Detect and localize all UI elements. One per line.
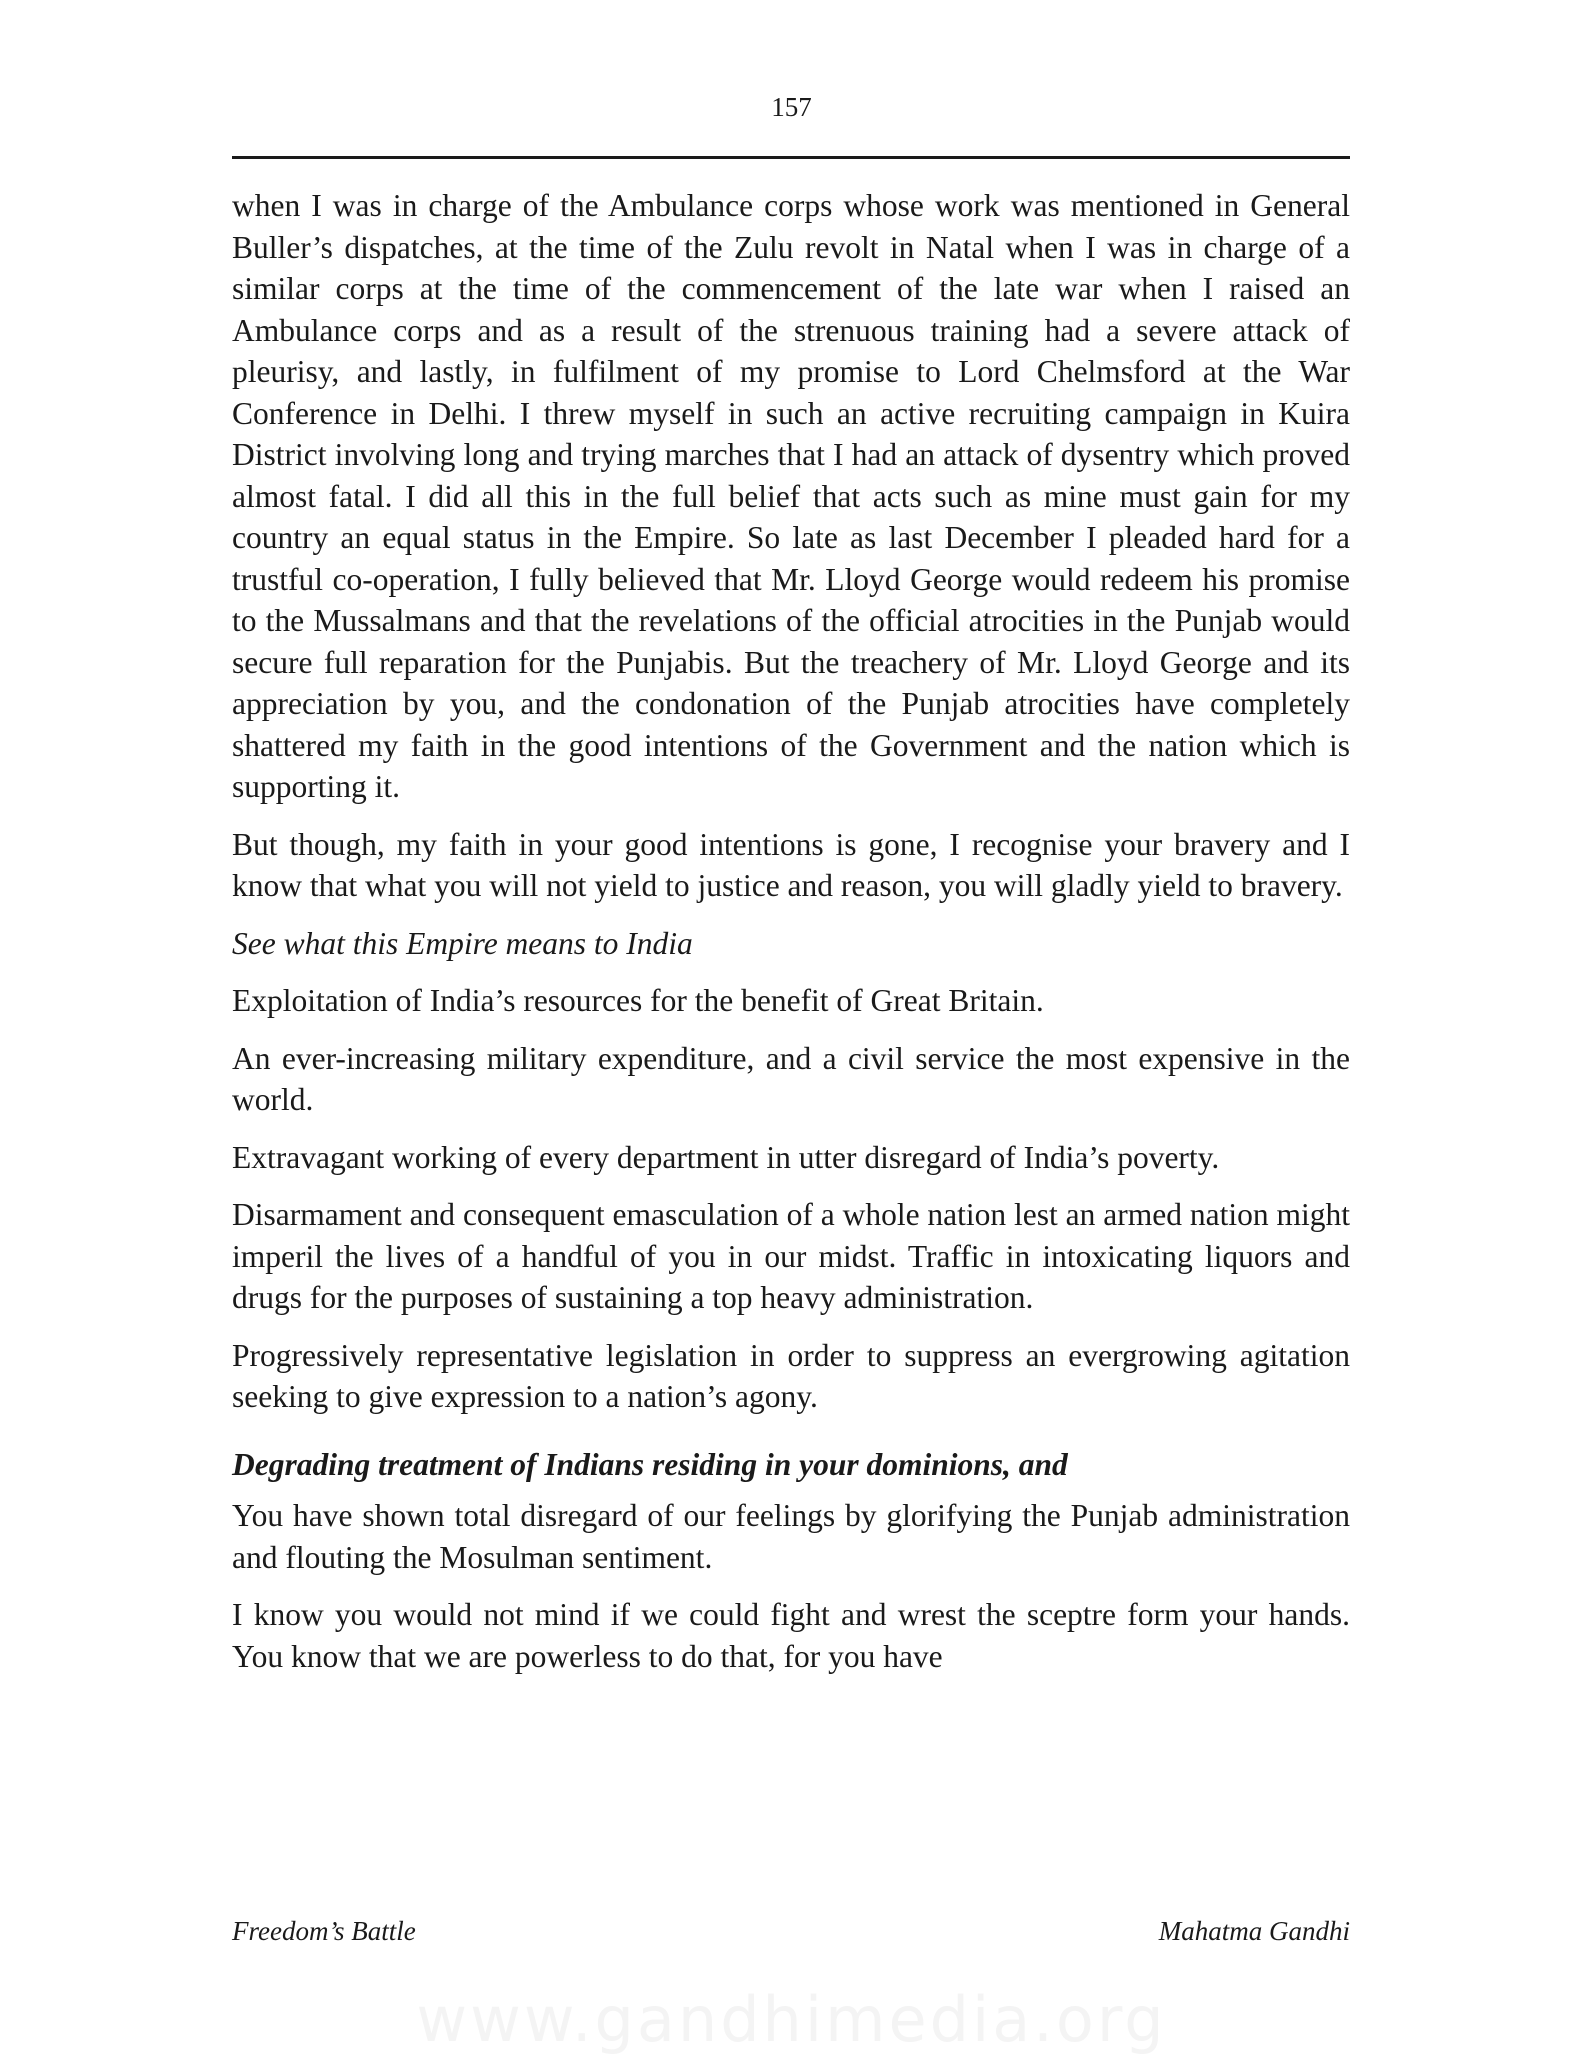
paragraph-disarmament: Disarmament and consequent emasculation of a whole nation lest an armed nation might imperil the lives of a handful of you in our midst. Traffic in intoxicating liquors and drugs for the purposes of sustaining a top heavy administration.	[232, 1197, 1350, 1315]
page-footer	[232, 1916, 1350, 1947]
watermark: www.gandhimedia.org	[416, 1983, 1167, 2056]
footer-author: Mahatma Gandhi	[1158, 1916, 1350, 1946]
header-rule	[232, 156, 1350, 159]
paragraph-sceptre: I know you would not mind if we could fight and wrest the sceptre form your hands. You know that we are powerless to do that, for you have	[232, 1597, 1350, 1674]
page-number: 157	[771, 92, 812, 122]
paragraph-exploitation: Exploitation of India’s resources for the benefit of Great Britain.	[232, 983, 1044, 1018]
paragraph-extravagant-working: Extravagant working of every department in utter disregard of India’s poverty.	[232, 1139, 1220, 1175]
paragraph-disregard-feelings: You have shown total disregard of our feelings by glorifying the Punjab administration and flouting the Mosulman sentiment.	[232, 1498, 1350, 1575]
page-body	[232, 185, 1350, 1693]
paragraph-faith-gone: But though, my faith in your good intentions is gone, I recognise your bravery and I know that what you will not yield to justice and reason, you will gladly yield to bravery.	[232, 826, 1350, 903]
subheading-degrading-treatment: Degrading treatment of Indians residing in your dominions, and	[232, 1446, 1068, 1482]
paragraph-war-service: when I was in charge of the Ambulance corps whose work was mentioned in General Buller’s dispatches, at the time of the Zulu revolt in Natal when I was in charge of a similar corps at the time of the commencement of the late war when I raised an Ambulance corps and as a result of the strenuous training had a severe attack of pleurisy, and lastly, in fulfilment of my promise to Lord Chelmsford at the War Conference in Delhi. I threw myself in such an active recruiting campaign in Kuira District involving long and trying marches that I had an attack of dysentry which proved almost fatal. I did all this in the full belief that acts such as mine must gain for my country an equal status in the Empire. So late as last December I pleaded hard for a trustful co-operation, I fully believed that Mr. Lloyd George would redeem his promise to the Mussalmans and that the revelations of the official atrocities in the Punjab would secure full reparation for the Punjabis. But the treachery of Mr. Lloyd George and its appreciation by you, and the condonation of the Punjab atrocities have completely shattered my faith in the good intentions of the Government and the nation which is supporting it.	[232, 188, 1350, 804]
paragraph-legislation: Progressively representative legislation in order to suppress an evergrowing agitation seeking to give expression to a nation’s agony.	[232, 1337, 1350, 1414]
footer-book-title: Freedom’s Battle	[232, 1916, 416, 1946]
subheading-empire-means: See what this Empire means to India	[232, 925, 693, 961]
paragraph-military-expenditure: An ever-increasing military expenditure, and a civil service the most expensive in the world.	[232, 1040, 1350, 1117]
